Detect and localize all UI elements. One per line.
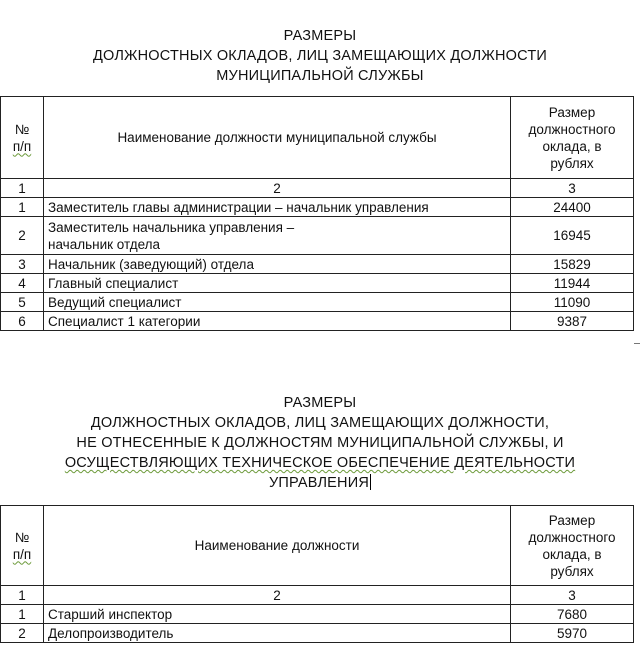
header-position-cell: Наименование должности муниципальной службы: [44, 97, 511, 179]
index-cell-1: 1: [1, 179, 44, 198]
index-cell-3: 3: [511, 586, 634, 605]
row-number: 1: [1, 605, 44, 624]
row-position: Ведущий специалист: [44, 293, 511, 312]
row-salary: 24400: [511, 198, 634, 217]
section1-heading-line-3: МУНИЦИПАЛЬНОЙ СЛУЖБЫ: [216, 68, 424, 84]
section1-salary-table: [0, 96, 634, 331]
table-header-row: [1, 97, 634, 179]
row-position-line-1: Заместитель начальника управления –: [48, 219, 295, 235]
section2-heading-line-2: ДОЛЖНОСТНЫХ ОКЛАДОВ, ЛИЦ ЗАМЕЩАЮЩИХ ДОЛЖНОСТИ,: [90, 415, 550, 431]
row-position: Старший инспектор: [44, 605, 511, 624]
page-margin-mark: [634, 343, 640, 344]
section2-heading: [0, 393, 640, 493]
row-position: [44, 217, 511, 255]
section1-heading-line-1: РАЗМЕРЫ: [283, 28, 357, 44]
row-position: Заместитель главы администрации – начальник управления: [44, 198, 511, 217]
row-salary: 15829: [511, 255, 634, 274]
row-salary: 11090: [511, 293, 634, 312]
row-salary: 5970: [511, 624, 634, 643]
header-number-cell: [1, 506, 44, 586]
header-salary-cell: [511, 506, 634, 586]
row-position-line-2: начальник отдела: [48, 236, 161, 252]
header-salary-line-4: рублях: [550, 563, 594, 579]
row-position: Начальник (заведующий) отдела: [44, 255, 511, 274]
section2-heading-line-5: УПРАВЛЕНИЯ: [268, 475, 370, 491]
table-row: [1, 198, 634, 217]
header-number-symbol: №: [14, 121, 30, 137]
table-row: [1, 274, 634, 293]
index-cell-1: 1: [1, 586, 44, 605]
table-row: [1, 624, 634, 643]
index-cell-2: 2: [44, 179, 511, 198]
row-salary: 16945: [511, 217, 634, 255]
row-number: 6: [1, 312, 44, 331]
table-row: [1, 255, 634, 274]
table-row: [1, 217, 634, 255]
row-salary: 9387: [511, 312, 634, 331]
header-salary-line-3: оклада, в: [542, 138, 602, 154]
section2-heading-line-1: РАЗМЕРЫ: [283, 395, 357, 411]
header-number-abbrev: п/п: [12, 546, 32, 562]
table-row: [1, 605, 634, 624]
row-number: 1: [1, 198, 44, 217]
header-salary-line-2: должностного: [528, 529, 616, 545]
row-number: 3: [1, 255, 44, 274]
header-salary-line-4: рублях: [550, 155, 594, 171]
header-salary-cell: [511, 97, 634, 179]
header-number-cell: [1, 97, 44, 179]
table-row: [1, 293, 634, 312]
header-salary-line-3: оклада, в: [542, 546, 602, 562]
section2-heading-line-3: НЕ ОТНЕСЕННЫЕ К ДОЛЖНОСТЯМ МУНИЦИПАЛЬНОЙ СЛУЖБЫ, И: [76, 435, 564, 451]
row-number: 2: [1, 217, 44, 255]
index-cell-2: 2: [44, 586, 511, 605]
row-position: Делопроизводитель: [44, 624, 511, 643]
column-index-row: [1, 179, 634, 198]
section2-heading-line-4: ОСУЩЕСТВЛЯЮЩИХ ТЕХНИЧЕСКОЕ ОБЕСПЕЧЕНИЕ ДЕЯТЕЛЬНОСТИ: [64, 455, 576, 471]
row-number: 2: [1, 624, 44, 643]
row-number: 4: [1, 274, 44, 293]
section1-heading-line-2: ДОЛЖНОСТНЫХ ОКЛАДОВ, ЛИЦ ЗАМЕЩАЮЩИХ ДОЛЖНОСТИ: [92, 48, 548, 64]
row-position: Главный специалист: [44, 274, 511, 293]
text-cursor: [370, 474, 371, 490]
index-cell-3: 3: [511, 179, 634, 198]
column-index-row: [1, 586, 634, 605]
header-number-symbol: №: [14, 529, 30, 545]
header-salary-line-2: должностного: [528, 121, 616, 137]
row-salary: 11944: [511, 274, 634, 293]
section2-heading-line-5-wrap: [0, 473, 640, 493]
header-salary-line-1: Размер: [548, 512, 596, 528]
header-number-abbrev: п/п: [12, 138, 32, 154]
row-number: 5: [1, 293, 44, 312]
section1-heading: [0, 26, 640, 86]
header-position-cell: Наименование должности: [44, 506, 511, 586]
table-header-row: [1, 506, 634, 586]
header-salary-line-1: Размер: [548, 104, 596, 120]
row-salary: 7680: [511, 605, 634, 624]
table-row: [1, 312, 634, 331]
section2-salary-table: [0, 505, 634, 643]
row-position: Специалист 1 категории: [44, 312, 511, 331]
